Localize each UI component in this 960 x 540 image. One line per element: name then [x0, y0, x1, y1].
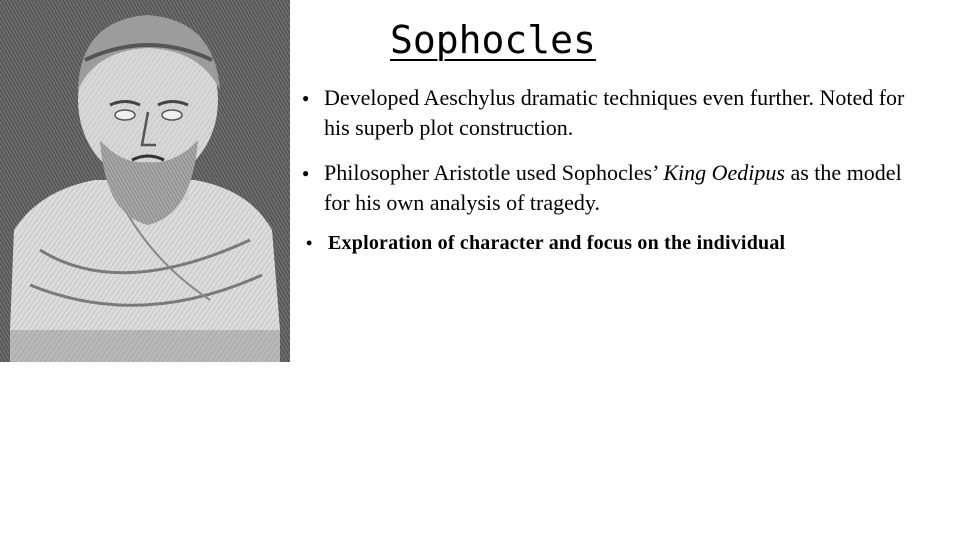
- bullet-marker-icon: •: [306, 233, 313, 253]
- bullet-text-after: as the model for his own analysis of tragedy.: [324, 160, 902, 215]
- bullet-text: Developed Aeschylus dramatic techniques even further. Noted for his superb plot construction.: [324, 85, 905, 140]
- bullet-item-plot-construction: [302, 83, 914, 143]
- bullet-text-before: Philosopher Aristotle used Sophocles’: [324, 160, 664, 185]
- slide-title: Sophocles: [390, 18, 596, 62]
- bullet-marker-icon: ●: [302, 166, 310, 180]
- bullet-item-character: [306, 228, 785, 258]
- bullet-item-aristotle: [302, 158, 914, 218]
- sophocles-bust-image: [0, 0, 290, 362]
- bullet-text: [324, 158, 914, 218]
- play-title: King Oedipus: [663, 160, 785, 185]
- bullet-marker-icon: ●: [302, 91, 310, 105]
- bullet-text: Exploration of character and focus on the individual: [328, 232, 786, 254]
